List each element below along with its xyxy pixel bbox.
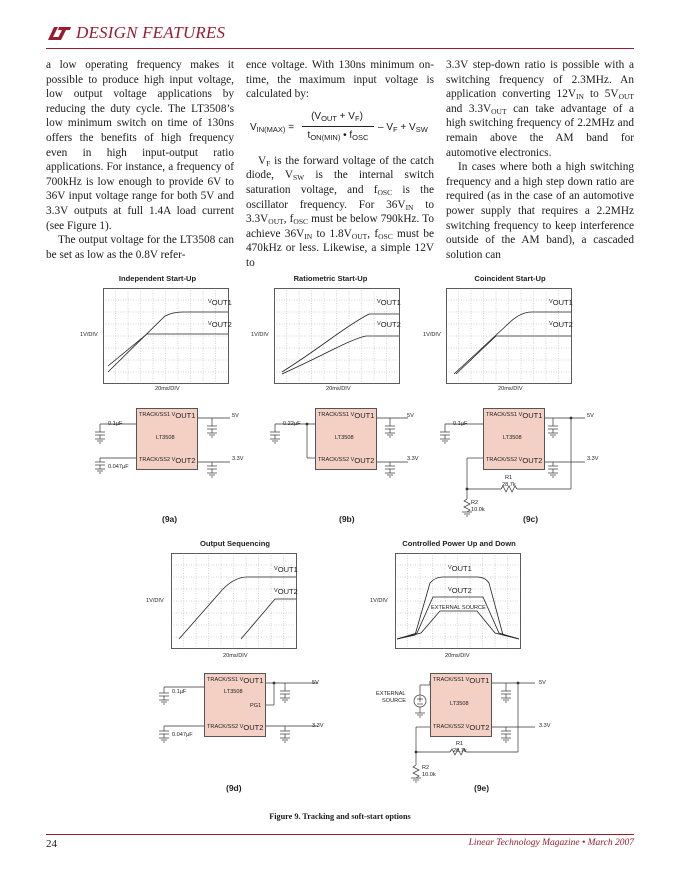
y-scale: 1V/DIV	[370, 598, 388, 604]
output-5v: 5V	[587, 413, 594, 419]
figure-9c	[415, 268, 605, 528]
figure-label: (9b)	[339, 514, 355, 524]
trace-label: $V_{OUT2}$	[208, 320, 232, 329]
pin-label: TRACK/SS1 $V_{OUT1}$	[139, 411, 196, 420]
trace-label: $V_{OUT1}$	[549, 298, 573, 307]
y-scale: 1V/DIV	[146, 598, 164, 604]
scope-title: Independent Start-Up	[118, 274, 197, 283]
trace-label: EXTERNAL SOURCE	[431, 605, 486, 611]
output-3v3: 3.3V	[539, 723, 551, 729]
chip-name: LT3508	[335, 435, 354, 441]
pin-label: TRACK/SS1 $V_{OUT1}$	[486, 411, 543, 420]
output-3v3: 3.3V	[312, 723, 324, 729]
figure-label: (9d)	[226, 783, 242, 793]
pin-label: TRACK/SS2 $V_{OUT2}$	[433, 723, 490, 732]
chip-name: LT3508	[450, 701, 469, 707]
resistor-label: R2	[422, 765, 430, 771]
figure-9a	[70, 268, 245, 528]
capacitor-label: 0.047µF	[108, 464, 129, 470]
figure-label: (9a)	[162, 514, 178, 524]
scope-title: Controlled Power Up and Down	[402, 539, 516, 548]
output-5v: 5V	[232, 413, 239, 419]
pin-label: TRACK/SS1 $V_{OUT1}$	[207, 676, 264, 685]
capacitor-label: 0.22µF	[283, 421, 301, 427]
resistor-label: R2	[471, 500, 479, 506]
pin-label: PG1	[250, 703, 262, 709]
capacitor-label: 0.1µF	[172, 689, 187, 695]
trace-label: $V_{OUT2}$	[274, 587, 298, 596]
chip-name: LT3508	[503, 435, 522, 441]
source-label: EXTERNAL	[376, 691, 406, 697]
resistor-label: R1	[456, 741, 464, 747]
y-scale: 1V/DIV	[80, 332, 98, 338]
resistor-value: 10.0k	[471, 507, 485, 513]
resistor-value: 10.0k	[422, 772, 436, 778]
scope-title: Output Sequencing	[199, 539, 271, 548]
x-scale: 20ms/DIV	[155, 386, 180, 392]
scope-title: Ratiometric Start-Up	[293, 274, 368, 283]
trace-label: $V_{OUT2}$	[549, 320, 573, 329]
x-scale: 20ms/DIV	[326, 386, 351, 392]
trace-label: $V_{OUT2}$	[448, 586, 472, 595]
pin-label: TRACK/SS2 $V_{OUT2}$	[207, 723, 264, 732]
output-5v: 5V	[407, 413, 414, 419]
pin-label: TRACK/SS2 $V_{OUT2}$	[318, 456, 375, 465]
lt-logo-icon	[46, 24, 72, 42]
figure-9b	[243, 268, 418, 528]
output-3v3: 3.3V	[407, 456, 419, 462]
figure-caption: Figure 9. Tracking and soft-start options	[269, 812, 411, 821]
figure-label: (9e)	[474, 783, 490, 793]
pin-label: TRACK/SS1 $V_{OUT1}$	[318, 411, 375, 420]
output-5v: 5V	[312, 680, 319, 686]
trace-label: $V_{OUT2}$	[377, 320, 401, 329]
output-3v3: 3.3V	[232, 456, 244, 462]
output-5v: 5V	[539, 680, 546, 686]
capacitor-label: 0.047µF	[172, 732, 193, 738]
resistor-label: R1	[505, 475, 513, 481]
source-label: SOURCE	[382, 698, 406, 704]
capacitor-label: 0.1µF	[453, 421, 468, 427]
pin-label: TRACK/SS2 $V_{OUT2}$	[139, 456, 196, 465]
paragraph: The output voltage for the LT3508 can be set as low as the 0.8V refer-	[46, 234, 234, 261]
figure-9e	[364, 535, 584, 800]
page-number: 24	[46, 838, 57, 850]
pin-label: TRACK/SS1 $V_{OUT1}$	[433, 676, 490, 685]
page-header	[46, 22, 634, 49]
text-column-1	[46, 58, 234, 262]
magazine-citation: Linear Technology Magazine • March 2007	[468, 838, 634, 848]
trace-label: $V_{OUT1}$	[377, 298, 401, 307]
paragraph: 3.3V step-down ratio is possible with a switching frequency of 2.3MHz. An application converting $12V_{IN}$ to $5V_{OUT}$ and $3.3V_{OUT}$ can take advantage of a high switching frequency of 2.2MHz and remain above the AM band for automotive electronics.	[446, 59, 635, 159]
section-title: DESIGN FEATURES	[76, 23, 226, 42]
trace-label: $V_{OUT1}$	[208, 298, 232, 307]
x-scale: 20ms/DIV	[498, 386, 523, 392]
paragraph: a low operating frequency makes it possible to produce high input voltage, low output voltage applications by reducing the duty cycle. The LT3508’s low minimum switch on time of 130ns offers the benefits of high frequency even in high input-output ratio applications. For instance, a frequency of 700kHz is low enough to provide 6V to 36V input voltage range for both 5V and 3.3V outputs at full 1.4A load current (see Figure 1).	[46, 59, 234, 232]
equation-vin-max: $V_{IN(MAX)}$ = $(V_{OUT} + V_F)$ $t_{ON(MIN)}$ • $f_{OSC}$ – $V_F + V_{SW}$	[250, 110, 428, 142]
x-scale: 20ms/DIV	[223, 653, 248, 659]
chip-name: LT3508	[156, 435, 175, 441]
y-scale: 1V/DIV	[251, 332, 269, 338]
resistor-value: 28.7k	[502, 482, 516, 488]
figure-label: (9c)	[523, 514, 539, 524]
scope-title: Coincident Start-Up	[474, 274, 546, 283]
pin-label: TRACK/SS2 $V_{OUT2}$	[486, 456, 543, 465]
output-3v3: 3.3V	[587, 456, 599, 462]
text-column-3	[446, 58, 634, 262]
chip-name: LT3508	[224, 689, 243, 695]
figure-9d	[140, 535, 340, 800]
paragraph: $V_F$ is the forward voltage of the catch diode, $V_{SW}$ is the internal switch saturation voltage, and $f_{OSC}$ is the oscillator frequency. For $36V_{IN}$ to $3.3V_{OUT}$, $f_{OSC}$ must be below 790kHz. To achieve $36V_{IN}$ to $1.8V_{OUT}$, $f_{OSC}$ must be 470kHz or less. Likewise, a simple 12V to	[246, 154, 434, 269]
resistor-value: 28.7k	[453, 748, 467, 754]
y-scale: 1V/DIV	[423, 332, 441, 338]
trace-label: $V_{OUT1}$	[448, 564, 472, 573]
capacitor-label: 0.1µF	[108, 421, 123, 427]
paragraph: In cases where both a high switching frequency and a high step down ratio are required (as in the case of an automotive power supply that requires a 2.2MHz switching frequency to keep interference outside of the AM band), a cascaded solution can	[446, 161, 634, 261]
footer-rule	[46, 834, 634, 835]
paragraph: ence voltage. With 130ns minimum on-time, the maximum input voltage is calculated by:	[246, 59, 434, 101]
x-scale: 20ms/DIV	[445, 653, 470, 659]
text-column-2	[246, 58, 434, 271]
trace-label: $V_{OUT1}$	[274, 565, 298, 574]
